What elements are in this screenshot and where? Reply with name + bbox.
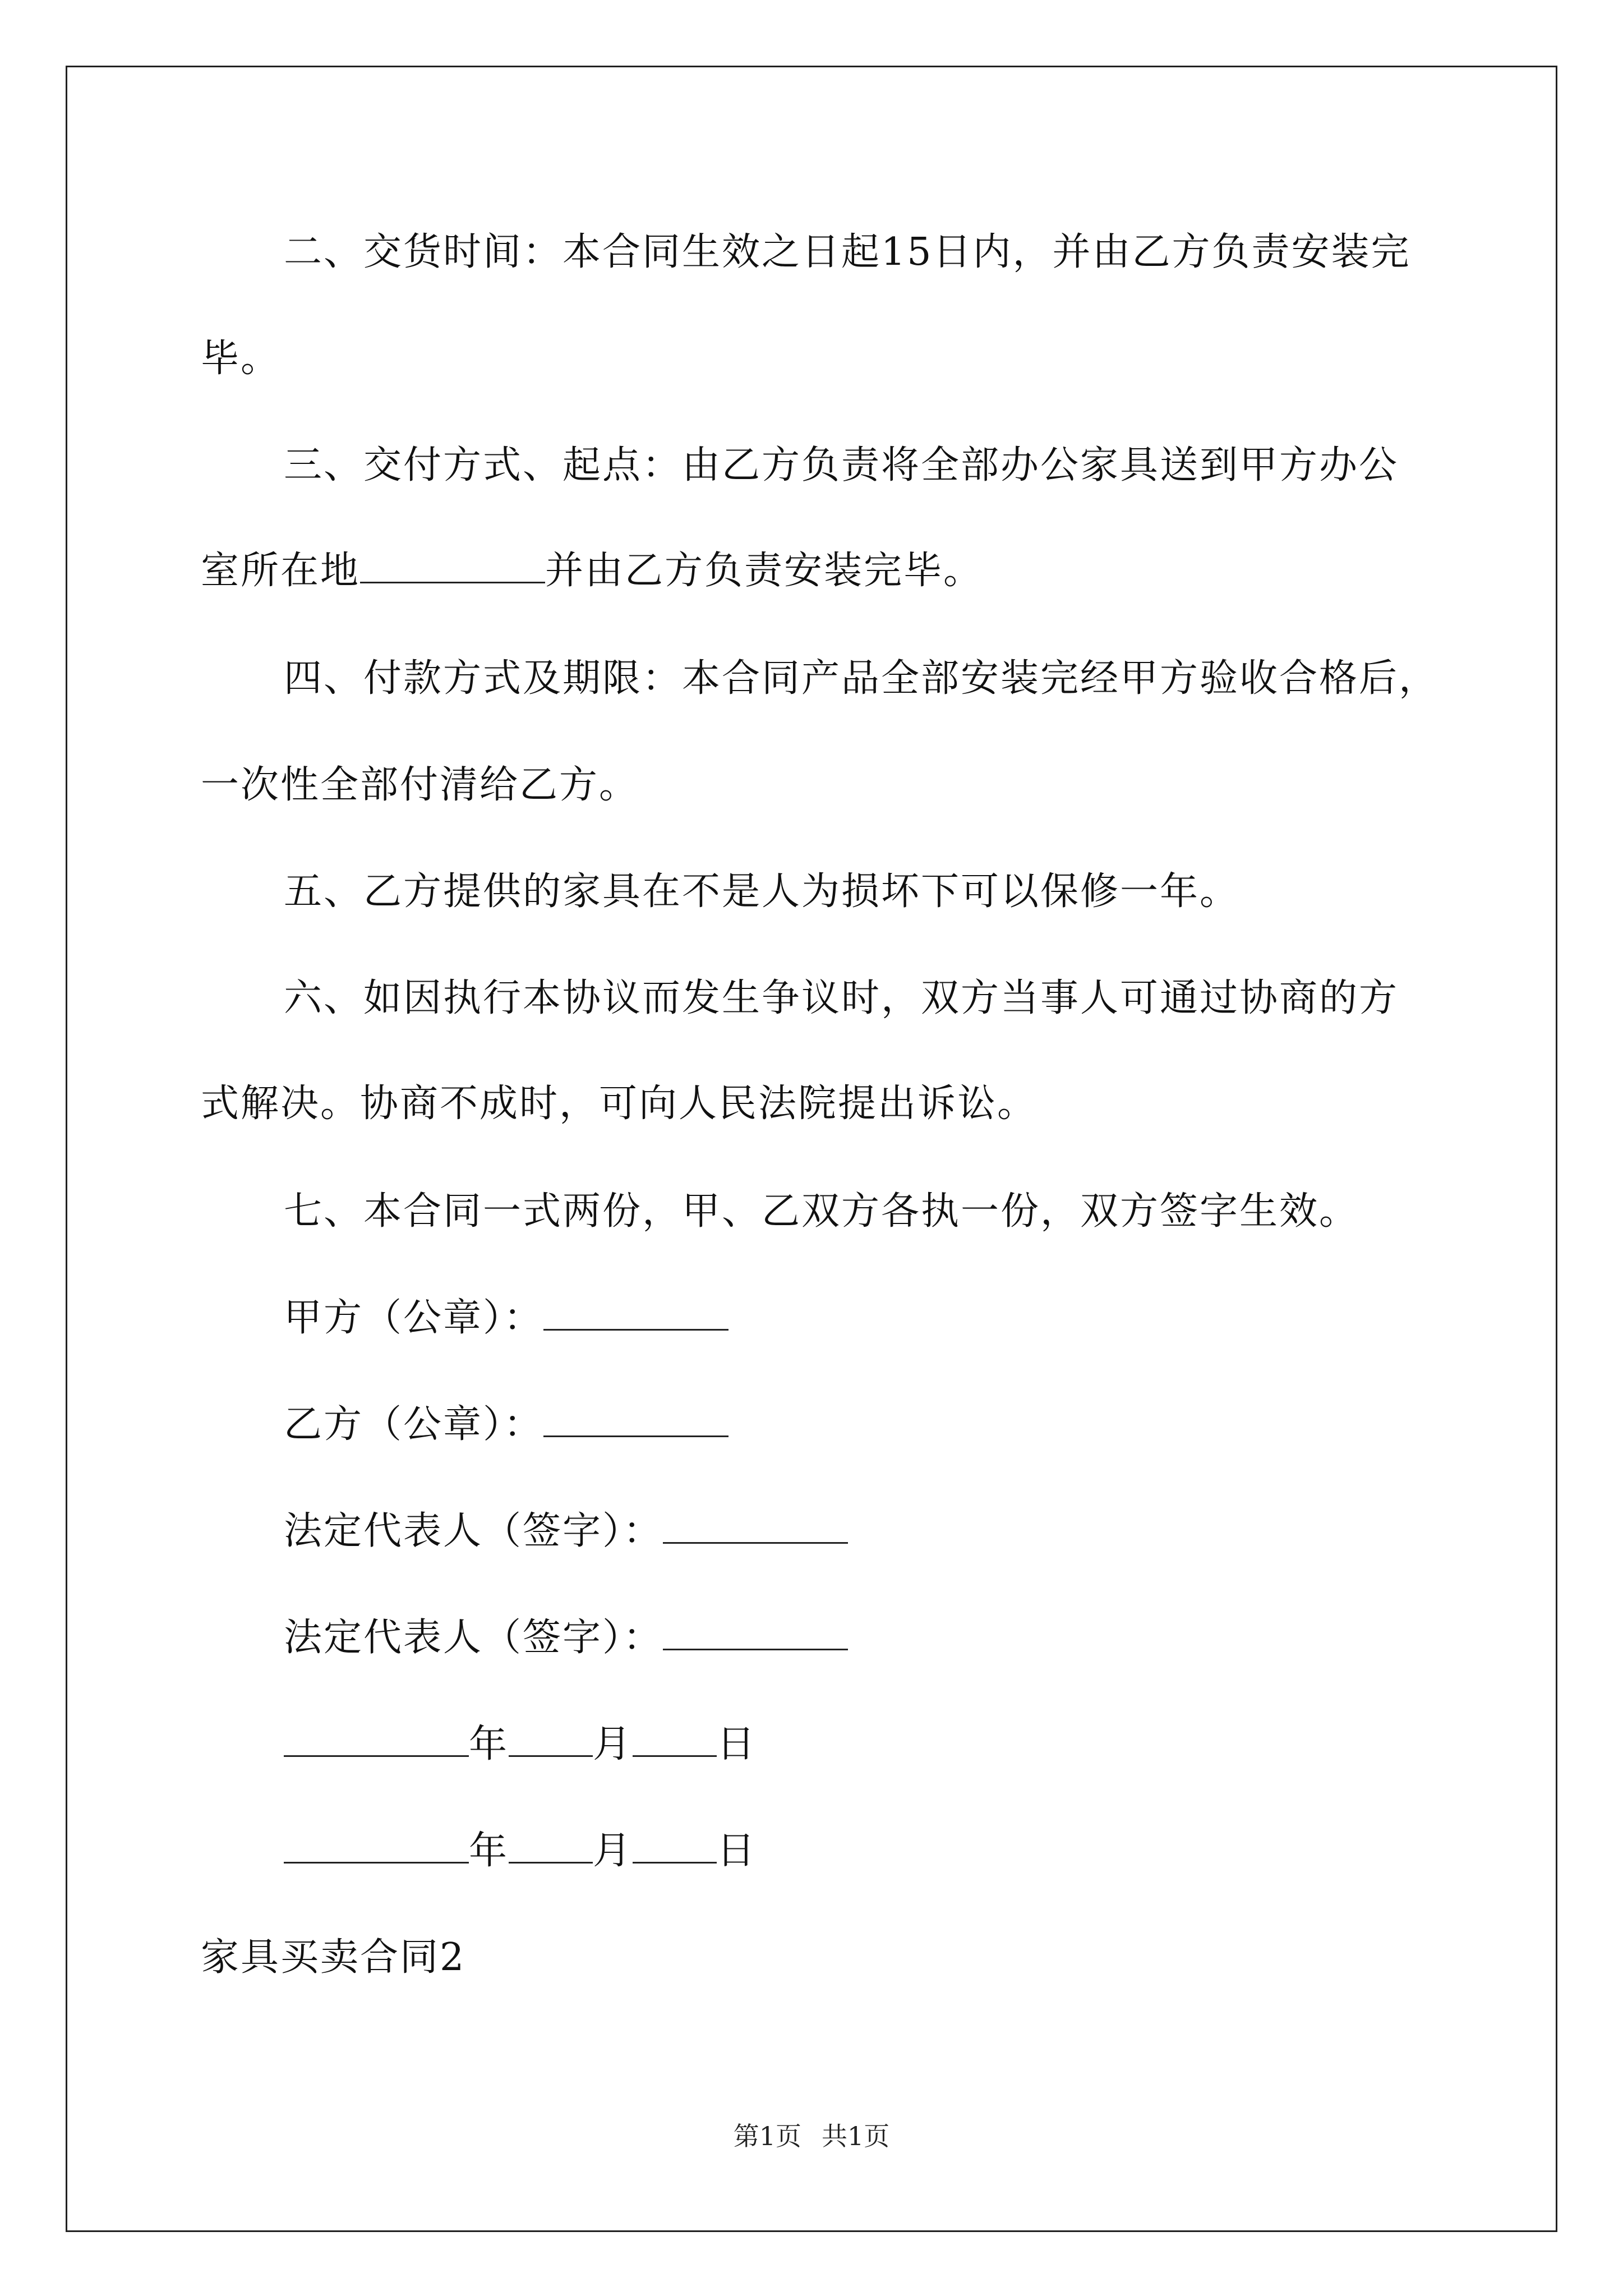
month-blank <box>509 1830 593 1864</box>
rep-b-blank <box>663 1617 848 1650</box>
month-label: 月 <box>593 1722 633 1766</box>
year-label: 年 <box>469 1722 509 1766</box>
rep-a-label: 法定代表人（签字）： <box>284 1509 663 1553</box>
next-contract-title: 家具买卖合同2 <box>201 1935 466 1980</box>
year-blank <box>284 1724 469 1757</box>
clause-4-line-2: 一次性全部付清给乙方。 <box>201 763 639 807</box>
clause-6-line-2: 式解决。协商不成时，可向人民法院提出诉讼。 <box>201 1082 1038 1126</box>
party-a-seal <box>284 1296 728 1341</box>
page-total: 共1页 <box>822 2121 890 2151</box>
month-label: 月 <box>593 1829 633 1873</box>
day-label: 日 <box>717 1829 757 1873</box>
location-blank <box>360 550 545 583</box>
day-label: 日 <box>717 1722 757 1766</box>
clause-3-text-b: 并由乙方负责安装完毕。 <box>545 549 984 593</box>
year-blank <box>284 1830 469 1864</box>
page-border <box>66 66 1557 2232</box>
party-a-blank <box>543 1297 728 1331</box>
party-b-blank <box>543 1404 728 1437</box>
clause-5-line-1: 五、乙方提供的家具在不是人为损坏下可以保修一年。 <box>284 869 1240 914</box>
party-b-seal <box>284 1402 728 1447</box>
clause-2-line-2: 毕。 <box>201 337 281 381</box>
clause-7-line-1: 七、本合同一式两份，甲、乙双方各执一份，双方签字生效。 <box>284 1189 1359 1234</box>
rep-b-signature <box>284 1616 848 1660</box>
date-line-1 <box>284 1722 757 1767</box>
clause-6-line-1: 六、如因执行本协议而发生争议时，双方当事人可通过协商的方 <box>284 976 1399 1020</box>
clause-3-line-2 <box>201 549 983 593</box>
date-line-2 <box>284 1829 757 1874</box>
clause-3-line-1: 三、交付方式、起点：由乙方负责将全部办公家具送到甲方办公 <box>284 443 1399 487</box>
rep-b-label: 法定代表人（签字）： <box>284 1616 663 1660</box>
rep-a-signature <box>284 1509 848 1554</box>
clause-3-text-a: 室所在地 <box>201 549 361 593</box>
page-current: 第1页 <box>733 2121 801 2151</box>
day-blank <box>633 1830 717 1864</box>
page-footer <box>0 2119 1623 2153</box>
rep-a-blank <box>663 1511 848 1544</box>
clause-2-line-1: 二、交货时间：本合同生效之日起15日内，并由乙方负责安装完 <box>284 230 1411 274</box>
month-blank <box>509 1724 593 1757</box>
clause-4-line-1: 四、付款方式及期限：本合同产品全部安装完经甲方验收合格后， <box>284 656 1439 701</box>
party-b-label: 乙方（公章）： <box>284 1402 544 1447</box>
day-blank <box>633 1724 717 1757</box>
party-a-label: 甲方（公章）： <box>284 1296 544 1340</box>
year-label: 年 <box>469 1829 509 1873</box>
